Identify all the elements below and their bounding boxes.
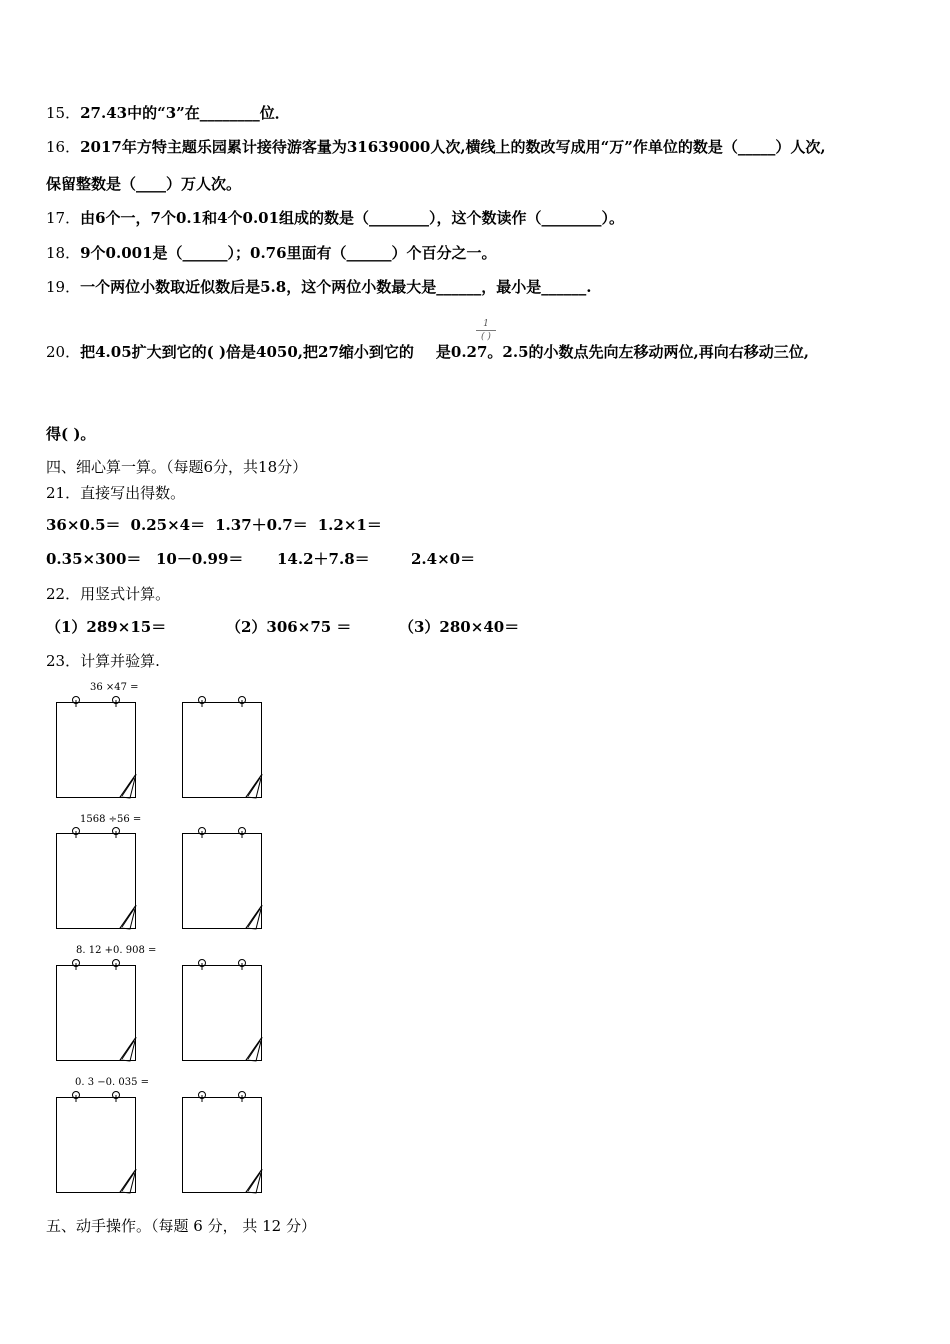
question-text: 9个0.001是（______）；0.76里面有（______）个百分之一。 — [80, 244, 497, 262]
notepad-icon — [56, 688, 136, 798]
question-number: 22． — [46, 585, 81, 603]
fraction-numerator: 1 — [483, 319, 489, 329]
fraction-denominator: ( ) — [481, 332, 491, 342]
notepad-icon — [56, 819, 136, 929]
question-20 — [46, 342, 809, 362]
fraction-bar — [476, 330, 496, 331]
expression: 10－0.99＝ — [156, 550, 244, 568]
calc-notepad — [56, 1097, 136, 1193]
notepad-icon — [182, 951, 262, 1061]
problem-label: 8. 12 +0. 908 = — [76, 945, 157, 956]
question-17 — [46, 208, 624, 228]
question-text-line1: 2017年方特主题乐园累计接待游客量为31639000人次,横线上的数改写成用“万”作单位的数是（_____）人次, — [80, 138, 826, 156]
question-15 — [46, 103, 290, 123]
check-notepad — [182, 1097, 262, 1193]
expression: 14.2＋7.8＝ — [277, 550, 370, 568]
question-20-line2: 得( )。 — [46, 425, 96, 443]
question-text: 由6个一，7个0.1和4个0.01组成的数是（________），这个数读作（________）。 — [80, 209, 625, 227]
expression: 1.2×1＝ — [317, 516, 382, 534]
question-number: 23． — [46, 652, 81, 670]
question-number: 18． — [46, 244, 81, 262]
fraction — [476, 318, 496, 342]
question-16 — [46, 137, 826, 157]
calc-notepad — [56, 702, 136, 798]
expression: 2.4×0＝ — [411, 550, 476, 568]
question-16-line2: 保留整数是（____）万人次。 — [46, 175, 242, 193]
question-number: 20． — [46, 343, 81, 361]
notepad-icon — [182, 688, 262, 798]
question-text: 一个两位小数取近似数后是5.8，这个两位小数最大是______，最小是______. — [80, 278, 592, 296]
question-text-part1: 把4.05扩大到它的( )倍是4050,把27缩小到它的 — [80, 343, 414, 361]
expression: 0.35×300＝ — [46, 550, 142, 568]
problem-label: 36 ×47 = — [90, 682, 139, 693]
expression: 36×0.5＝ — [46, 516, 121, 534]
check-notepad — [182, 965, 262, 1061]
question-number: 17． — [46, 209, 81, 227]
notepad-icon — [182, 1083, 262, 1193]
question-title: 计算并验算. — [80, 652, 160, 670]
question-22 — [46, 584, 170, 604]
vertical-calc-item: （2）306×75 ＝ — [226, 618, 352, 636]
question-title: 用竖式计算。 — [80, 585, 171, 603]
section-5-heading: 五、动手操作。（每题 6 分， 共 12 分） — [46, 1217, 316, 1235]
problem-label: 0. 3 −0. 035 = — [75, 1077, 150, 1088]
section-4-heading: 四、细心算一算。（每题6分，共18分） — [46, 458, 308, 476]
question-text-part2: 是0.27。2.5的小数点先向左移动两位,再向右移动三位, — [435, 343, 809, 361]
problem-label: 1568 ÷56 = — [80, 814, 142, 825]
question-number: 19． — [46, 278, 81, 296]
notepad-icon — [182, 819, 262, 929]
question-number: 15． — [46, 104, 81, 122]
question-21 — [46, 483, 185, 503]
question-title: 直接写出得数。 — [80, 484, 186, 502]
q21-row1 — [46, 515, 382, 535]
check-notepad — [182, 833, 262, 929]
question-text: 27.43中的“3”在________位． — [80, 104, 290, 122]
check-notepad — [182, 702, 262, 798]
notepad-icon — [56, 951, 136, 1061]
question-23 — [46, 651, 160, 671]
calc-notepad — [56, 965, 136, 1061]
question-19 — [46, 277, 591, 297]
question-number: 21． — [46, 484, 81, 502]
notepad-icon — [56, 1083, 136, 1193]
vertical-calc-item: （1）289×15＝ — [46, 618, 167, 636]
question-18 — [46, 243, 497, 263]
calc-notepad — [56, 833, 136, 929]
expression: 1.37＋0.7＝ — [215, 516, 308, 534]
expression: 0.25×4＝ — [130, 516, 206, 534]
vertical-calc-item: （3）280×40＝ — [399, 618, 520, 636]
question-number: 16． — [46, 138, 81, 156]
